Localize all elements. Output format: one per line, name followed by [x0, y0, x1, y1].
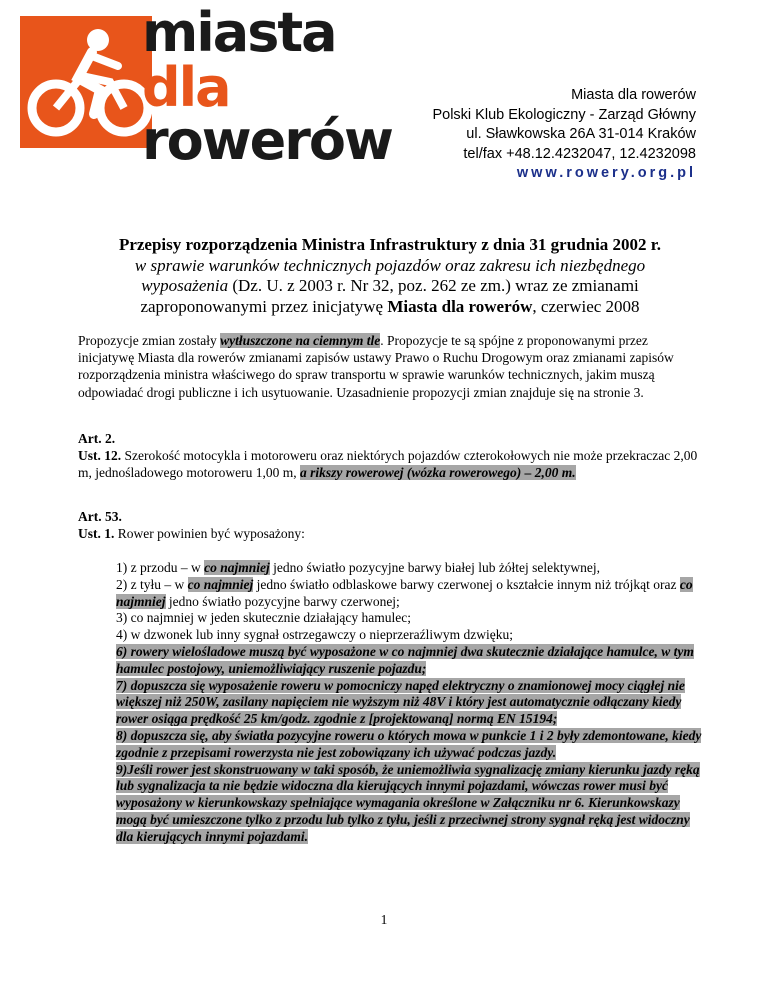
logo-word-1: miasta [142, 1, 336, 64]
highlight-sample: wytłuszczone na ciemnym tle [220, 333, 381, 348]
street: ul. Sławkowska 26A 31-014 Kraków [466, 126, 696, 142]
title-line-4: zaproponowanymi przez inicjatywę Miasta dla rowerów, czerwiec 2008 [140, 296, 640, 316]
address-block [432, 86, 696, 184]
intro-paragraph: Propozycje zmian zostały wytłuszczone na ciemnym tle. Propozycje te są spójne z proponowanymi przez inicjatywę Miasta dla rowerów zmianami zapisów ustawy Prawo o Ruchu Drogowym oraz zmianami zapisów rozporządzenia ministra właściwego do spraw transportu w sprawie warunków technicznych, jakim muszą odpowiadać drogi publiczne i ich usytuowanie. Uzasadnienie propozycji zmian znajduje się na stronie 3. [78, 333, 674, 400]
document-title [80, 235, 700, 317]
art-53-heading: Art. 53. [78, 509, 122, 524]
logo [20, 1, 392, 172]
art-53-section: Art. 53. Ust. 1. Rower powinien być wyposażony: [78, 509, 305, 542]
title-line-3: wyposażenia (Dz. U. z 2003 r. Nr 32, poz. 262 ze zm.) wraz ze zmianami [141, 276, 639, 295]
website-link[interactable]: www.rowery.org.pl [516, 165, 696, 181]
logo-word-3: rowerów [142, 109, 392, 172]
list-item: 9)Jeśli rower jest skonstruowany w taki sposób, że uniemożliwia sygnalizację zmiany kierunku jazdy ręką lub sygnalizacja ta nie będzie widoczna dla kierujących innymi pojazdami, wówczas rower musi być wyposażony w kierunkowskazy spełniające wymagania określone w Załączniku nr 6. Kierunkowskazy mogą być umieszczone tylko z przodu lub tylko z tyłu, jeśli z przeciwnej strony sygnał ręką jest widoczny dla kierujących innymi pojazdami. [116, 761, 700, 844]
page-number: 1 [380, 912, 388, 927]
list-item: 1) z przodu – w co najmniej jedno światło pozycyjne barwy białej lub żółtej selektywnej, [116, 560, 601, 575]
equipment-list [116, 560, 706, 846]
phone: tel/fax +48.12.4232047, 12.4232098 [463, 145, 696, 162]
org-name: Miasta dla rowerów [571, 87, 696, 103]
title-line-1: Przepisy rozporządzenia Ministra Infrastruktury z dnia 31 grudnia 2002 r. [118, 235, 662, 254]
art-2-section: Art. 2. Ust. 12. Szerokość motocykla i motoroweru oraz niektórych pojazdów czterokołowych nie może przekraczac 2,00 m, jednośladowego motoroweru 1,00 m, a rikszy rowerowej (wózka rowerowego) – 2,00 m. [78, 431, 698, 481]
list-item: 8) dopuszcza się, aby światła pozycyjne roweru o których mowa w punkcie 1 i 2 były zdemontowane, kiedy zgodnie z przepisami rowerzysta nie jest zobowiązany ich używać podczas jazdy. [116, 727, 702, 760]
logo-word-2: dla [142, 56, 230, 119]
list-item: 2) z tyłu – w co najmniej jedno światło odblaskowe barwy czerwonej o kształcie innym niż trójkąt oraz co najmniej jedno światło pozycyjne barwy czerwonej; [116, 576, 693, 609]
list-item: 6) rowery wielośladowe muszą być wyposażone w co najmniej dwa skutecznie działające hamulce, w tym hamulec postojowy, uniemożliwiający ruszenie pojazdu; [116, 643, 694, 676]
org-sub: Polski Klub Ekologiczny - Zarząd Główny [432, 106, 696, 123]
list-item: 7) dopuszcza się wyposażenie roweru w pomocniczy napęd elektryczny o znamionowej mocy ciągłej nie większej niż 250W, zasilany napięciem nie wyższym niż 48V i który jest automatycznie odłączany kiedy rower osiąga prędkość 25 km/godz. zgodnie z [projektowaną] normą EN 15194; [116, 677, 685, 727]
art-2-heading: Art. 2. [78, 431, 116, 446]
title-line-2: w sprawie warunków technicznych pojazdów oraz zakresu ich niezbędnego [134, 255, 646, 275]
list-item: 3) co najmniej w jeden skutecznie działający hamulec; [116, 610, 411, 626]
cyclist-logo-icon [20, 16, 152, 148]
list-item: 4) w dzwonek lub inny sygnał ostrzegawczy o nieprzeraźliwym dzwięku; [116, 627, 513, 643]
